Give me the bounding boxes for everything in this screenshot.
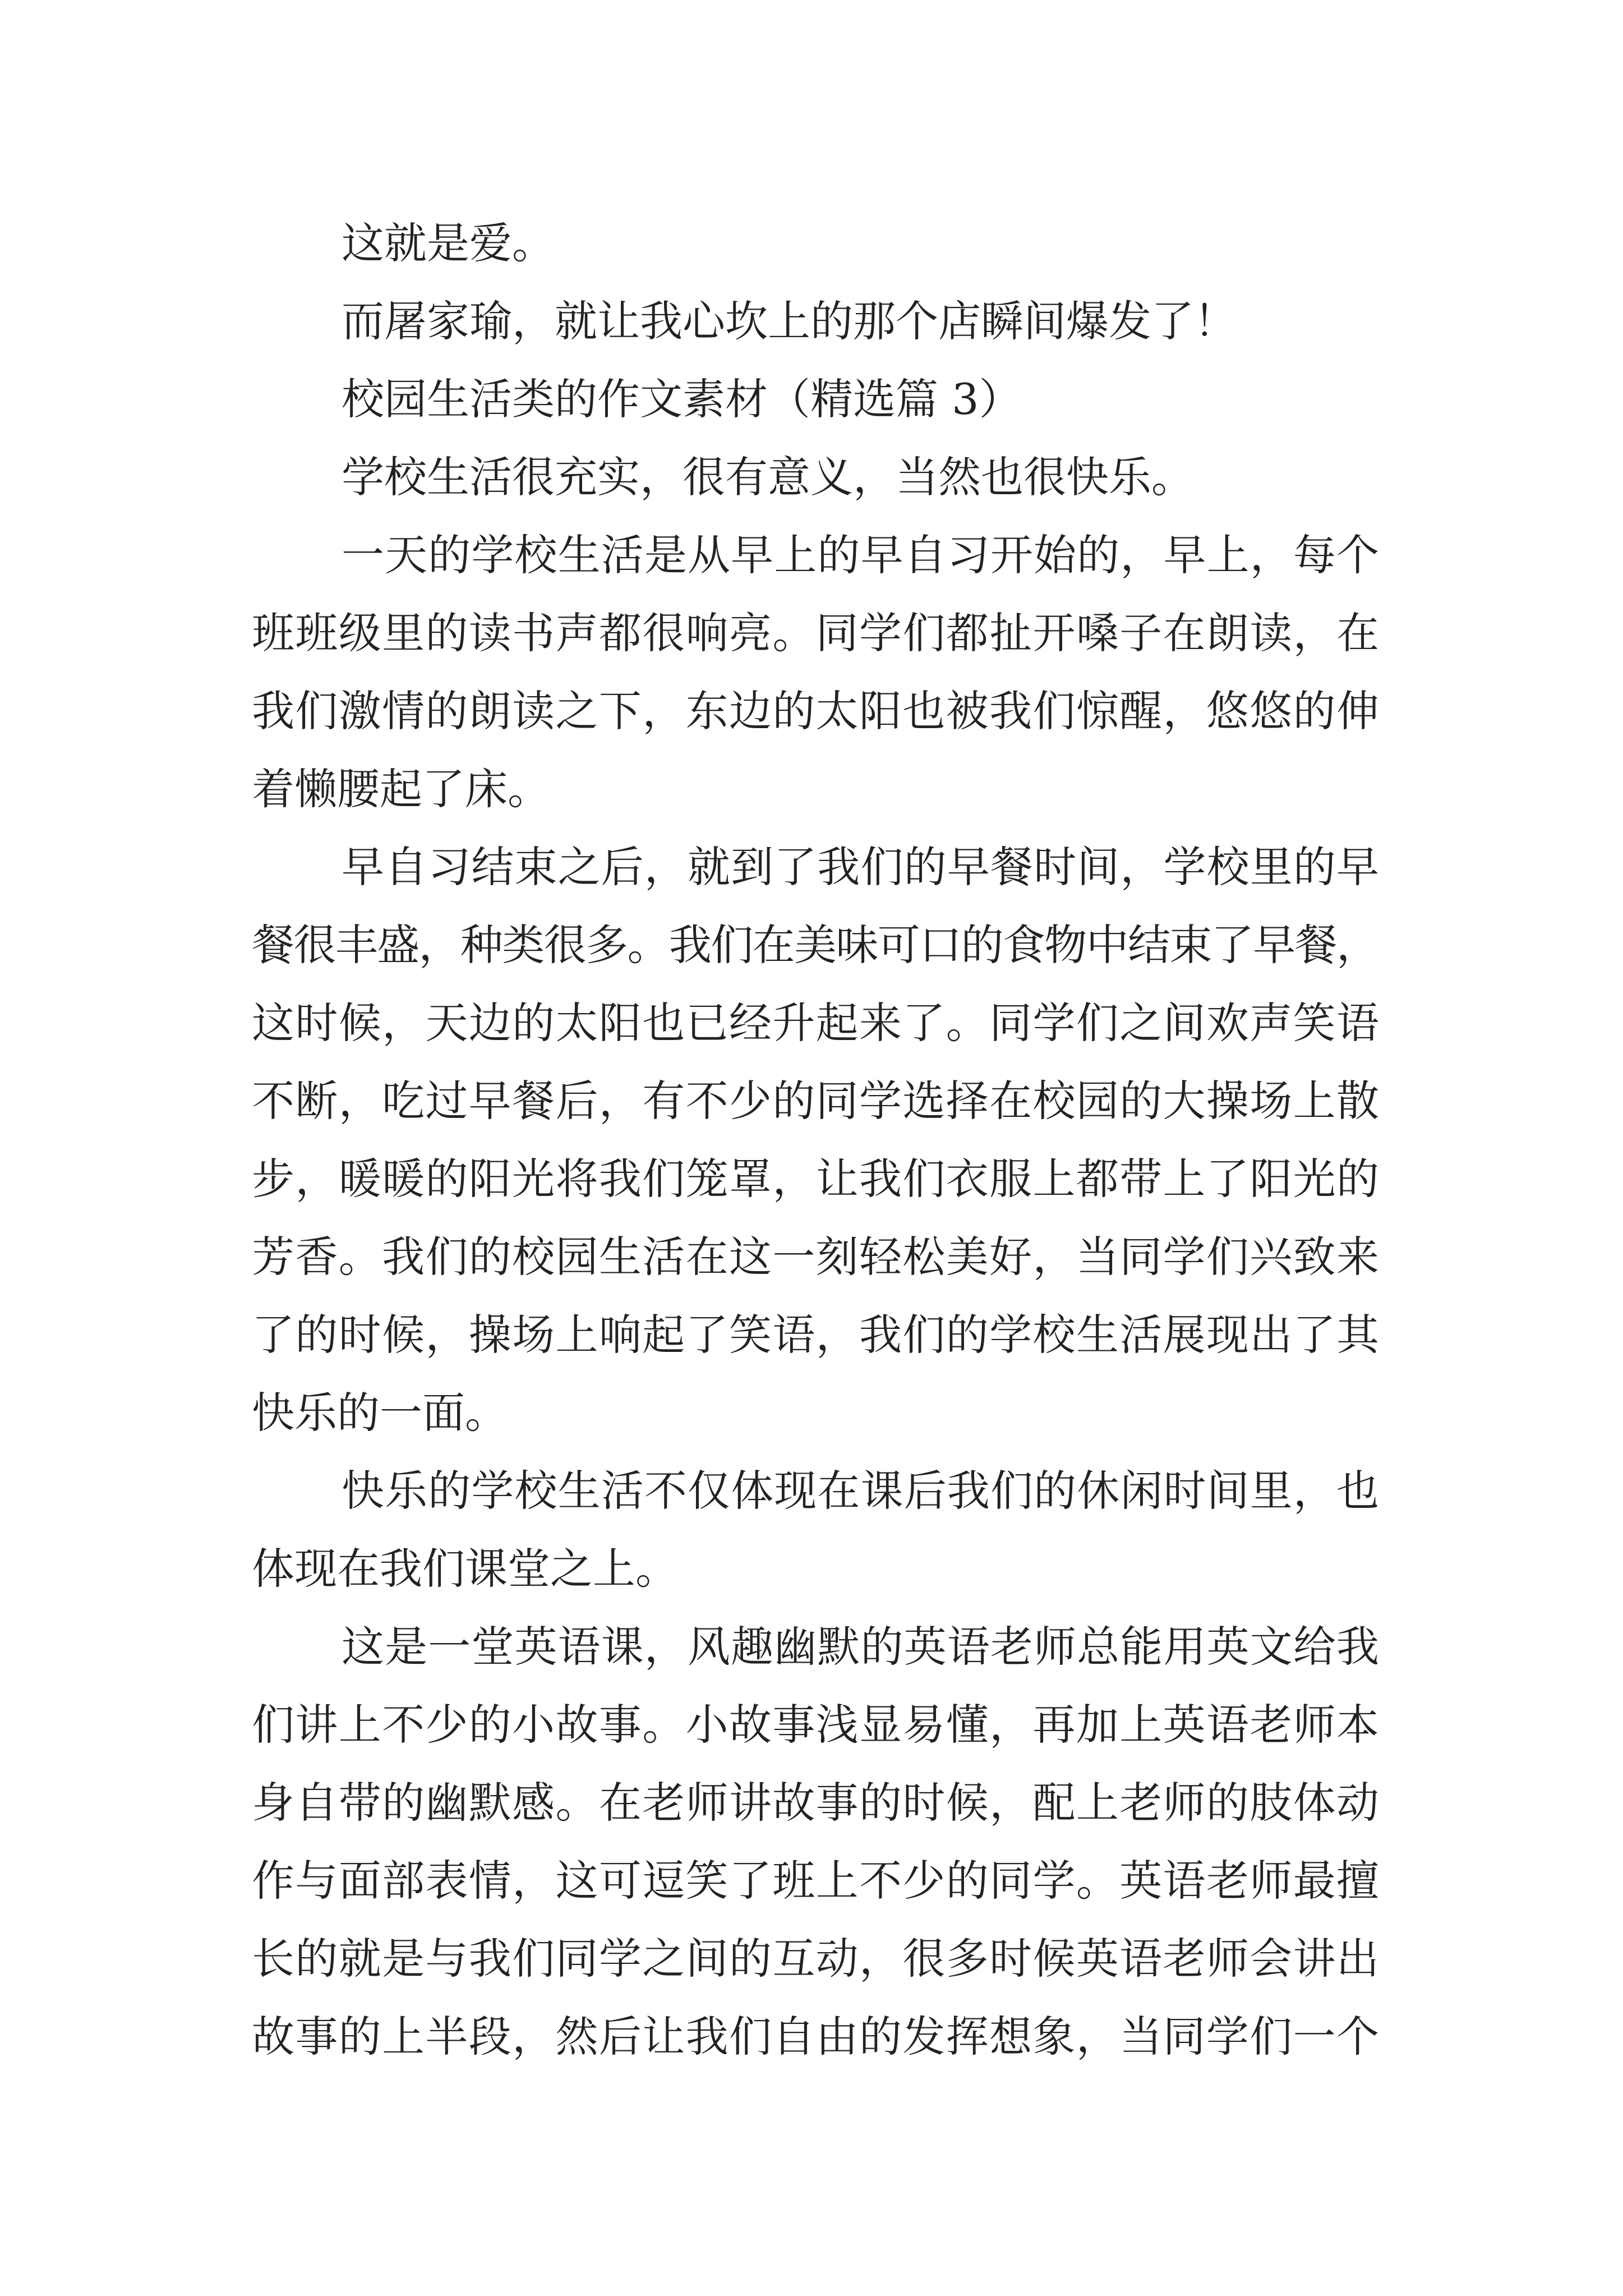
text-line: 而屠家瑜，就让我心坎上的那个店瞬间爆发了！ (342, 296, 1237, 346)
text-line: 这时候，天边的太阳也已经升起来了。同学们之间欢声笑语 (252, 998, 1379, 1048)
text-line: 快乐的学校生活不仅体现在课后我们的休闲时间里，也 (342, 1466, 1379, 1516)
text-line: 我们激情的朗读之下，东边的太阳也被我们惊醒，悠悠的伸 (252, 686, 1379, 736)
text-line: 早自习结束之后，就到了我们的早餐时间，学校里的早 (342, 842, 1379, 892)
text-line: 芳香。我们的校园生活在这一刻轻松美好，当同学们兴致来 (252, 1232, 1379, 1282)
text-line: 学校生活很充实，很有意义，当然也很快乐。 (342, 452, 1194, 502)
text-line: 步，暖暖的阳光将我们笼罩，让我们衣服上都带上了阳光的 (252, 1154, 1379, 1204)
text-line: 校园生活类的作文素材（精选篇 3） (342, 374, 1022, 424)
text-line: 作与面部表情，这可逗笑了班上不少的同学。英语老师最擅 (252, 1856, 1379, 1906)
text-line: 这就是爱。 (342, 218, 555, 268)
text-line: 着懒腰起了床。 (252, 764, 550, 814)
text-line: 体现在我们课堂之上。 (252, 1544, 678, 1594)
text-line: 故事的上半段，然后让我们自由的发挥想象，当同学们一个 (252, 2012, 1379, 2062)
text-line: 身自带的幽默感。在老师讲故事的时候，配上老师的肢体动 (252, 1778, 1379, 1828)
text-line: 不断，吃过早餐后，有不少的同学选择在校园的大操场上散 (252, 1076, 1379, 1126)
text-line: 这是一堂英语课，风趣幽默的英语老师总能用英文给我 (342, 1622, 1379, 1672)
text-line: 们讲上不少的小故事。小故事浅显易懂，再加上英语老师本 (252, 1700, 1379, 1750)
document-body (252, 204, 1379, 2076)
text-line: 长的就是与我们同学之间的互动，很多时候英语老师会讲出 (252, 1934, 1379, 1984)
text-line: 班班级里的读书声都很响亮。同学们都扯开嗓子在朗读，在 (252, 608, 1379, 658)
text-line: 快乐的一面。 (252, 1388, 508, 1438)
text-line: 了的时候，操场上响起了笑语，我们的学校生活展现出了其 (252, 1310, 1379, 1360)
text-line: 一天的学校生活是从早上的早自习开始的，早上，每个 (342, 530, 1379, 580)
text-line: 餐很丰盛，种类很多。我们在美味可口的食物中结束了早餐， (252, 920, 1378, 970)
